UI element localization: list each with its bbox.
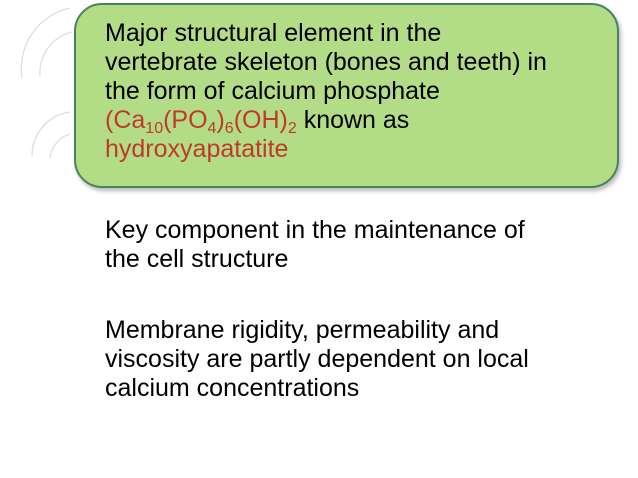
arc-middle-left <box>32 112 70 156</box>
bullet-item-calcium-phosphate <box>105 19 615 164</box>
arc-middle-lower <box>50 134 70 158</box>
bullet-item-cell-structure <box>105 216 615 274</box>
bullet-line: Membrane rigidity, permeability and <box>105 316 500 344</box>
bullet-line: vertebrate skeleton (bones and teeth) in <box>105 48 547 76</box>
bullet-line: calcium concentrations <box>105 374 360 402</box>
bullet-line: the form of calcium phosphate <box>105 77 440 105</box>
chemical-formula: ($Ca_{10}(PO_4)_6(OH)_2$ <box>105 106 297 137</box>
bullet-line: viscosity are partly dependent on local <box>105 345 529 373</box>
known-as-text: known as <box>296 106 410 134</box>
bullet-line: the cell structure <box>105 245 289 273</box>
arc-inner-top <box>40 32 72 76</box>
arc-outer-top <box>21 8 70 78</box>
formula-line <box>105 106 615 135</box>
hydroxyapatite-term: hydroxyapatatite <box>105 135 289 163</box>
bullet-line: Major structural element in the <box>105 19 442 47</box>
bullet-line: Key component in the maintenance of <box>105 216 525 244</box>
bullet-item-membrane <box>105 316 615 403</box>
